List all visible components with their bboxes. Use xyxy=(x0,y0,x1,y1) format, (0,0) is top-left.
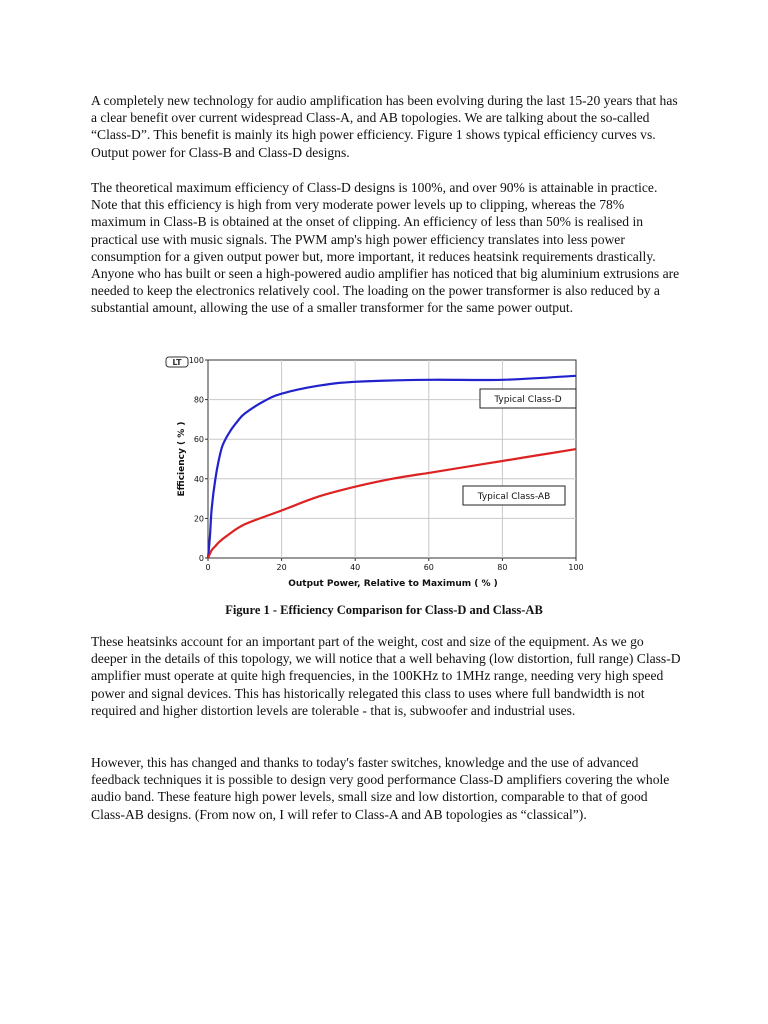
efficiency-chart xyxy=(160,352,600,597)
x-axis-label: Output Power, Relative to Maximum ( % ) xyxy=(288,579,498,589)
y-tick-label: 80 xyxy=(193,395,204,405)
x-tick-label: 40 xyxy=(350,563,361,572)
paragraph-heatsinks: These heatsinks account for an important part of the weight, cost and size of the equipment. As we go deeper in the details of this topology, we will notice that a well behaving (low distortion, full range) Class-D amplifier must operate at quite high frequencies, in the 100KHz to 1MHz range, needing very high speed power and signal devices. This has historically relegated this class to uses where full bandwidth is not required and higher distortion levels are tolerable - that is, subwoofer and industrial uses. xyxy=(91,634,681,718)
paragraph-intro: A completely new technology for audio amplification has been evolving during the last 15-20 years that has a clear benefit over current widespread Class-A, and AB topologies. We are talking about the so-called “Class-D”. This benefit is mainly its high power efficiency. Figure 1 shows typical efficiency curves vs. Output power for Class-B and Class-D designs. xyxy=(91,93,678,160)
y-tick-label: 60 xyxy=(193,435,204,445)
y-axis-label: Efficiency ( % ) xyxy=(177,421,187,497)
x-tick-label: 80 xyxy=(497,563,508,572)
figure-efficiency-chart xyxy=(160,352,600,597)
x-tick-label: 20 xyxy=(276,563,287,572)
y-tick-label: 20 xyxy=(193,514,204,524)
class-d-label: Typical Class-D xyxy=(494,395,562,405)
paragraph-feedback: However, this has changed and thanks to today's faster switches, knowledge and the use of advanced feedback techniques it is possible to design very good performance Class-D amplifiers covering the whole audio band. These feature high power levels, small size and low distortion, comparable to that of good Class-AB designs. (From now on, I will refer to Class-A and AB topologies as “classical”). xyxy=(91,755,670,822)
logo-text: LT xyxy=(172,358,182,367)
y-tick-label: 40 xyxy=(193,474,204,484)
y-tick-label: 100 xyxy=(188,356,204,365)
x-tick-label: 100 xyxy=(568,563,584,572)
paragraph-efficiency: The theoretical maximum efficiency of Class-D designs is 100%, and over 90% is attainable in practice. Note that this efficiency is high from very moderate power levels up to clipping, whereas the 78% maximum in Class-B is obtained at the onset of clipping. An efficiency of less than 50% is realised in practical use with music signals. The PWM amp's high power efficiency translates into less power consumption for a given output power but, more important, it reduces heatsink requirements drastically. Anyone who has built or seen a high-powered audio amplifier has noticed that big aluminium extrusions are needed to keep the electronics relatively cool. The loading on the power transformer is also reduced by a substantial amount, allowing the use of a smaller transformer for the same power output. xyxy=(91,180,680,316)
y-tick-label: 0 xyxy=(198,554,204,563)
class-ab-label: Typical Class-AB xyxy=(477,492,551,502)
x-tick-label: 60 xyxy=(423,563,434,572)
lt-logo xyxy=(166,357,188,367)
figure-caption: Figure 1 - Efficiency Comparison for Class-D and Class-AB xyxy=(225,603,543,617)
x-tick-label: 0 xyxy=(205,563,211,572)
